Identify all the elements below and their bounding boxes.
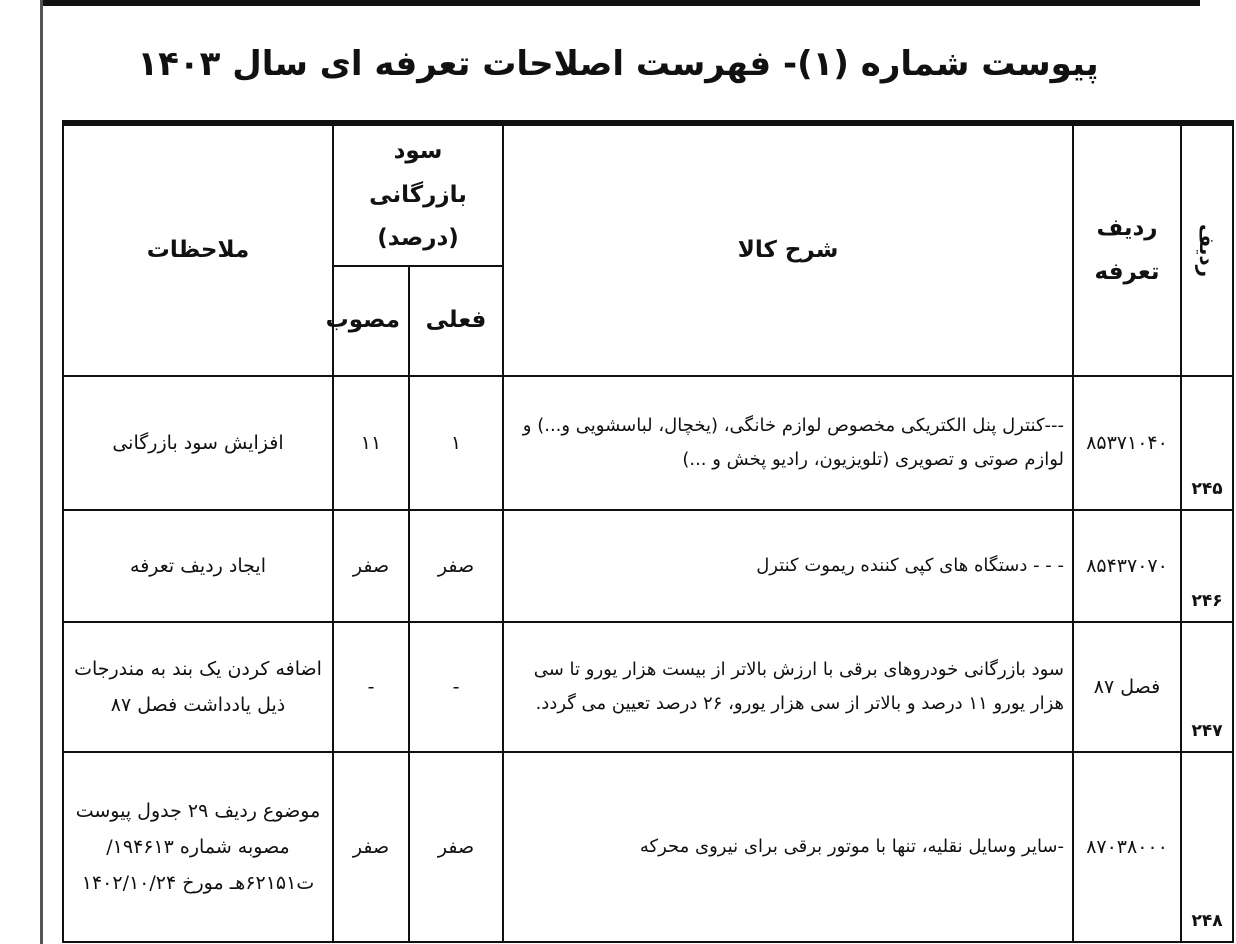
approved-rate: صفر <box>333 752 409 942</box>
item-description: سود بازرگانی خودروهای برقی با ارزش بالاتر از بیست هزار یورو تا سی هزار یورو ۱۱ درصد و بالاتر از سی هزار یورو، ۲۶ درصد تعیین می گردد. <box>503 622 1073 752</box>
header-approved: مصوب <box>333 266 409 376</box>
approved-rate: ۱۱ <box>333 376 409 510</box>
row-number: ۲۴۶ <box>1181 510 1233 622</box>
notes: اضافه کردن یک بند به مندرجات ذیل یادداشت فصل ۸۷ <box>63 622 333 752</box>
table-row <box>63 376 1233 510</box>
row-number: ۲۴۷ <box>1181 622 1233 752</box>
row-number: ۲۴۵ <box>1181 376 1233 510</box>
current-rate: صفر <box>409 752 503 942</box>
item-description: - - - دستگاه های کپی کننده ریموت کنترل <box>503 510 1073 622</box>
tariff-table <box>62 120 1234 943</box>
top-border-line <box>40 0 1200 6</box>
row-number: ۲۴۸ <box>1181 752 1233 942</box>
table-row <box>63 752 1233 942</box>
header-row-number: ردیف <box>1181 123 1233 376</box>
table-row <box>63 510 1233 622</box>
approved-rate: صفر <box>333 510 409 622</box>
notes: افزایش سود بازرگانی <box>63 376 333 510</box>
table-row <box>63 622 1233 752</box>
header-profit-group: سود بازرگانی (درصد) <box>333 123 503 266</box>
current-rate: صفر <box>409 510 503 622</box>
header-current: فعلی <box>409 266 503 376</box>
item-description: -سایر وسایل نقلیه، تنها با موتور برقی برای نیروی محرکه <box>503 752 1073 942</box>
header-tariff-row: ردیف تعرفه <box>1073 123 1181 376</box>
item-description: ---کنترل پنل الکتریکی مخصوص لوازم خانگی، (یخچال، لباسشویی و...) و لوازم صوتی و تصویری (تلویزیون، رادیو پخش و ...) <box>503 376 1073 510</box>
notes: ایجاد ردیف تعرفه <box>63 510 333 622</box>
header-description: شرح کالا <box>503 123 1073 376</box>
header-notes: ملاحظات <box>63 123 333 376</box>
tariff-code: ۸۵۴۳۷۰۷۰ <box>1073 510 1181 622</box>
approved-rate: - <box>333 622 409 752</box>
tariff-code: ۸۵۳۷۱۰۴۰ <box>1073 376 1181 510</box>
notes: موضوع ردیف ۲۹ جدول پیوست مصوبه شماره ۱۹۴۶۱۳/ت۶۲۱۵۱هـ مورخ ۱۴۰۲/۱۰/۲۴ <box>63 752 333 942</box>
header-row <box>63 123 1233 266</box>
current-rate: - <box>409 622 503 752</box>
current-rate: ۱ <box>409 376 503 510</box>
tariff-code: ۸۷۰۳۸۰۰۰ <box>1073 752 1181 942</box>
tariff-code: فصل ۸۷ <box>1073 622 1181 752</box>
left-margin-line <box>40 0 43 944</box>
document-title: پیوست شماره (۱)- فهرست اصلاحات تعرفه ای سال ۱۴۰۳ <box>137 44 1099 84</box>
